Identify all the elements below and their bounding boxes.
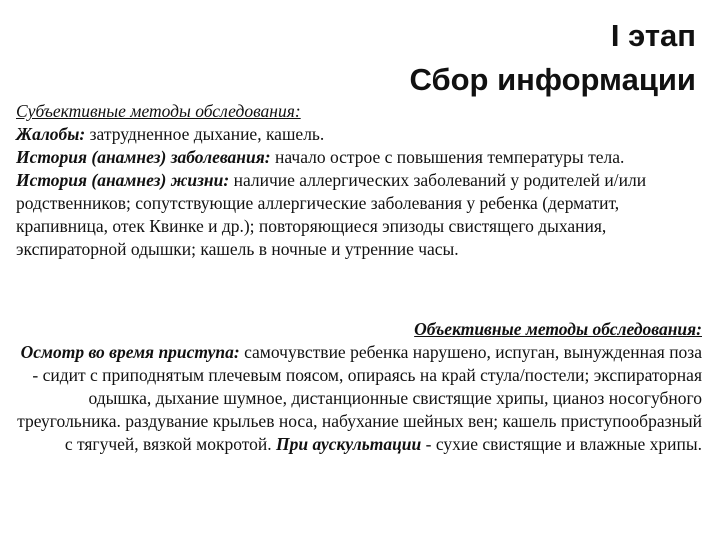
complaints-paragraph (16, 123, 706, 146)
exam-text: самочувствие ребенка нарушено, испуган, вынужденная поза - сидит с приподнятым плечевым поясом, опираясь на край стула/постели; экспираторная одышка, дыхание шумное, дистанционные свистящие хрипы, цианоз носогубного треугольника. раздувание крыльев носа, набухание шейных вен; кашель приступообразный с тягучей, вязкой мокротой. (17, 342, 702, 454)
complaints-label: Жалобы: (16, 124, 86, 144)
disease-history-paragraph (16, 146, 706, 169)
objective-section (16, 318, 702, 456)
disease-history-text: начало острое с повышения температуры тела. (270, 147, 625, 167)
auscultation-text: - сухие свистящие и влажные хрипы. (421, 434, 702, 454)
life-history-text: наличие аллергических заболеваний у родителей и/или родственников; сопутствующие аллергические заболевания у ребенка (дерматит, крапивница, отек Квинке и др.); повторяющиеся эпизоды свистящего дыхания, экспираторной одышки; кашель в ночные и утренние часы. (16, 170, 647, 259)
auscultation-label: При аускультации (276, 434, 422, 454)
objective-heading: Объективные методы обследования: (414, 319, 702, 339)
complaints-text: затрудненное дыхание, кашель. (85, 124, 325, 144)
life-history-paragraph (16, 169, 706, 261)
exam-paragraph (16, 341, 702, 456)
life-history-label: История (анамнез) жизни: (16, 170, 230, 190)
slide-title-stage: I этап (610, 18, 696, 53)
slide-title-main: Сбор информации (409, 62, 696, 97)
subjective-section (16, 100, 706, 261)
exam-label: Осмотр во время приступа: (20, 342, 240, 362)
subjective-heading: Субъективные методы обследования: (16, 101, 301, 121)
disease-history-label: История (анамнез) заболевания: (16, 147, 271, 167)
